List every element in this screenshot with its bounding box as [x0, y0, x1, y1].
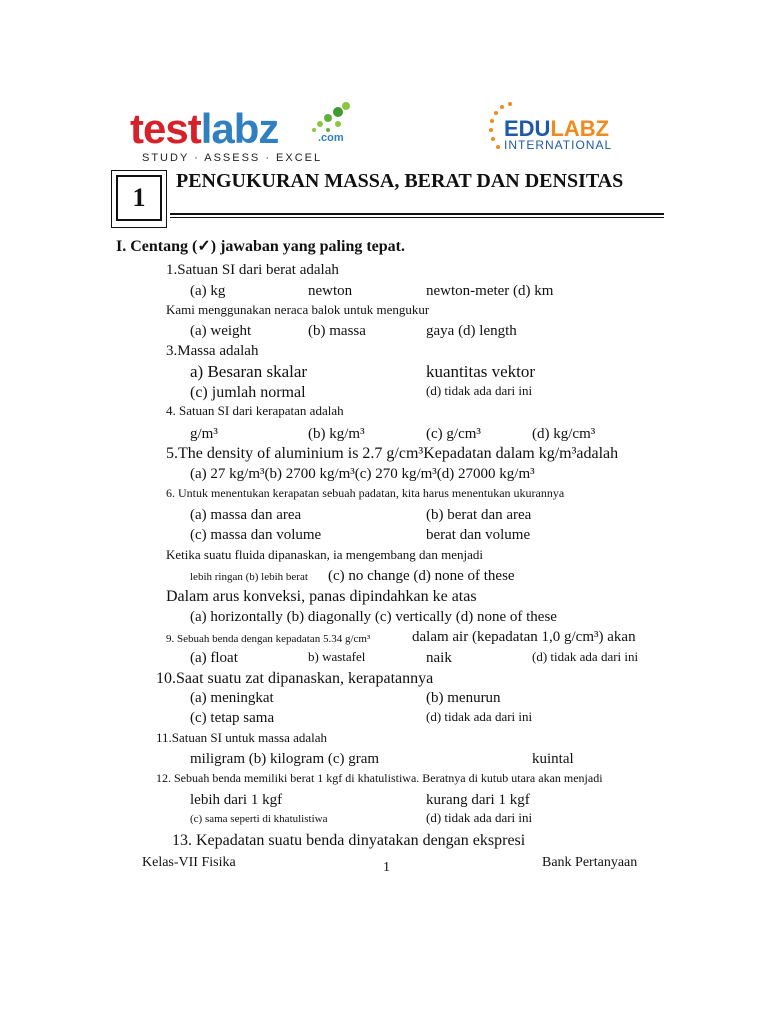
instruction: I. Centang (✓) jawaban yang paling tepat. — [116, 238, 405, 255]
question-6: 6. Untuk menentukan kerapatan sebuah padatan, kita harus menentukan ukurannya — [166, 486, 565, 500]
option: kurang dari 1 kgf — [426, 792, 530, 808]
option: newton — [308, 283, 353, 299]
edulabz-subtitle: INTERNATIONAL — [504, 138, 613, 152]
option: (b) menurun — [426, 690, 501, 706]
edulabz-logo — [488, 100, 658, 156]
option: (c) g/cm³ — [426, 426, 481, 442]
testlabz-wordmark: testlabz — [130, 105, 279, 152]
question-5: 5.The density of aluminium is 2.7 g/cm³Kepadatan dalam kg/m³adalah — [166, 445, 619, 462]
question-8: Dalam arus konveksi, panas dipindahkan ke atas — [166, 588, 477, 605]
options: (a) horizontally (b) diagonally (c) vertically (d) none of these — [190, 609, 557, 625]
option: kuantitas vektor — [426, 362, 536, 381]
option: (c) massa dan volume — [190, 527, 322, 543]
option: (a) weight — [190, 323, 252, 339]
page-number: 1 — [383, 860, 390, 875]
option: gaya (d) length — [426, 323, 517, 339]
option: (c) tetap sama — [190, 710, 275, 726]
question-9: 9. Sebuah benda dengan kepadatan 5.34 g/cm³ — [166, 633, 371, 645]
chapter-title: PENGUKURAN MASSA, BERAT DAN DENSITAS — [176, 170, 624, 192]
option: miligram (b) kilogram (c) gram — [190, 751, 380, 767]
question-1: 1.Satuan SI dari berat adalah — [166, 262, 339, 278]
option: (a) kg — [190, 283, 226, 299]
option: (c) sama seperti di khatulistiwa — [190, 813, 328, 825]
testlabz-logo: testlabz .com STUDY · ASSESS · EXCEL — [130, 100, 370, 166]
option: b) wastafel — [308, 649, 366, 664]
question-12: 12. Sebuah benda memiliki berat 1 kgf di khatulistiwa. Beratnya di kutub utara akan menjadi — [156, 771, 603, 785]
option: lebih ringan (b) lebih berat — [190, 571, 308, 583]
testlabz-tagline: STUDY · ASSESS · EXCEL — [142, 152, 323, 164]
option: (b) berat dan area — [426, 507, 532, 523]
option: (c) jumlah normal — [190, 384, 306, 401]
option: (d) kg/cm³ — [532, 426, 596, 442]
question-4: 4. Satuan SI dari kerapatan adalah — [166, 403, 344, 418]
option: (d) tidak ada dari ini — [532, 649, 639, 664]
option: (a) meningkat — [190, 690, 274, 706]
chapter-number: 1 — [116, 175, 162, 221]
option: naik — [426, 650, 452, 666]
edulabz-wordmark: EDULABZ — [504, 116, 610, 141]
option: a) Besaran skalar — [190, 362, 308, 381]
option: (c) no change (d) none of these — [328, 568, 515, 584]
option: (d) tidak ada dari ini — [426, 709, 533, 724]
footer-right: Bank Pertanyaan — [542, 855, 638, 870]
title-rule — [170, 213, 664, 215]
footer-left: Kelas-VII Fisika — [142, 855, 236, 870]
option: (b) kg/m³ — [308, 426, 365, 442]
question-3: 3.Massa adalah — [166, 343, 259, 359]
option: g/m³ — [190, 426, 218, 442]
option: lebih dari 1 kgf — [190, 792, 283, 808]
question-7: Ketika suatu fluida dipanaskan, ia mengembang dan menjadi — [166, 547, 483, 562]
option: berat dan volume — [426, 527, 531, 543]
question-2: Kami menggunakan neraca balok untuk mengukur — [166, 302, 430, 317]
question-9-cont: dalam air (kepadatan 1,0 g/cm³) akan — [412, 629, 636, 645]
option: newton-meter (d) km — [426, 283, 554, 299]
option: (d) tidak ada dari ini — [426, 383, 533, 398]
option: (a) massa dan area — [190, 507, 302, 523]
option: (d) tidak ada dari ini — [426, 810, 533, 825]
question-13: 13. Kepadatan suatu benda dinyatakan dengan ekspresi — [172, 832, 526, 849]
question-10: 10.Saat suatu zat dipanaskan, kerapatannya — [156, 670, 434, 687]
option: kuintal — [532, 751, 574, 767]
title-rule-thin — [170, 217, 664, 218]
options: (a) 27 kg/m³(b) 2700 kg/m³(c) 270 kg/m³(d) 27000 kg/m³ — [190, 466, 535, 482]
option: (b) massa — [308, 323, 366, 339]
question-11: 11.Satuan SI untuk massa adalah — [156, 730, 328, 745]
option: (a) float — [190, 650, 238, 666]
